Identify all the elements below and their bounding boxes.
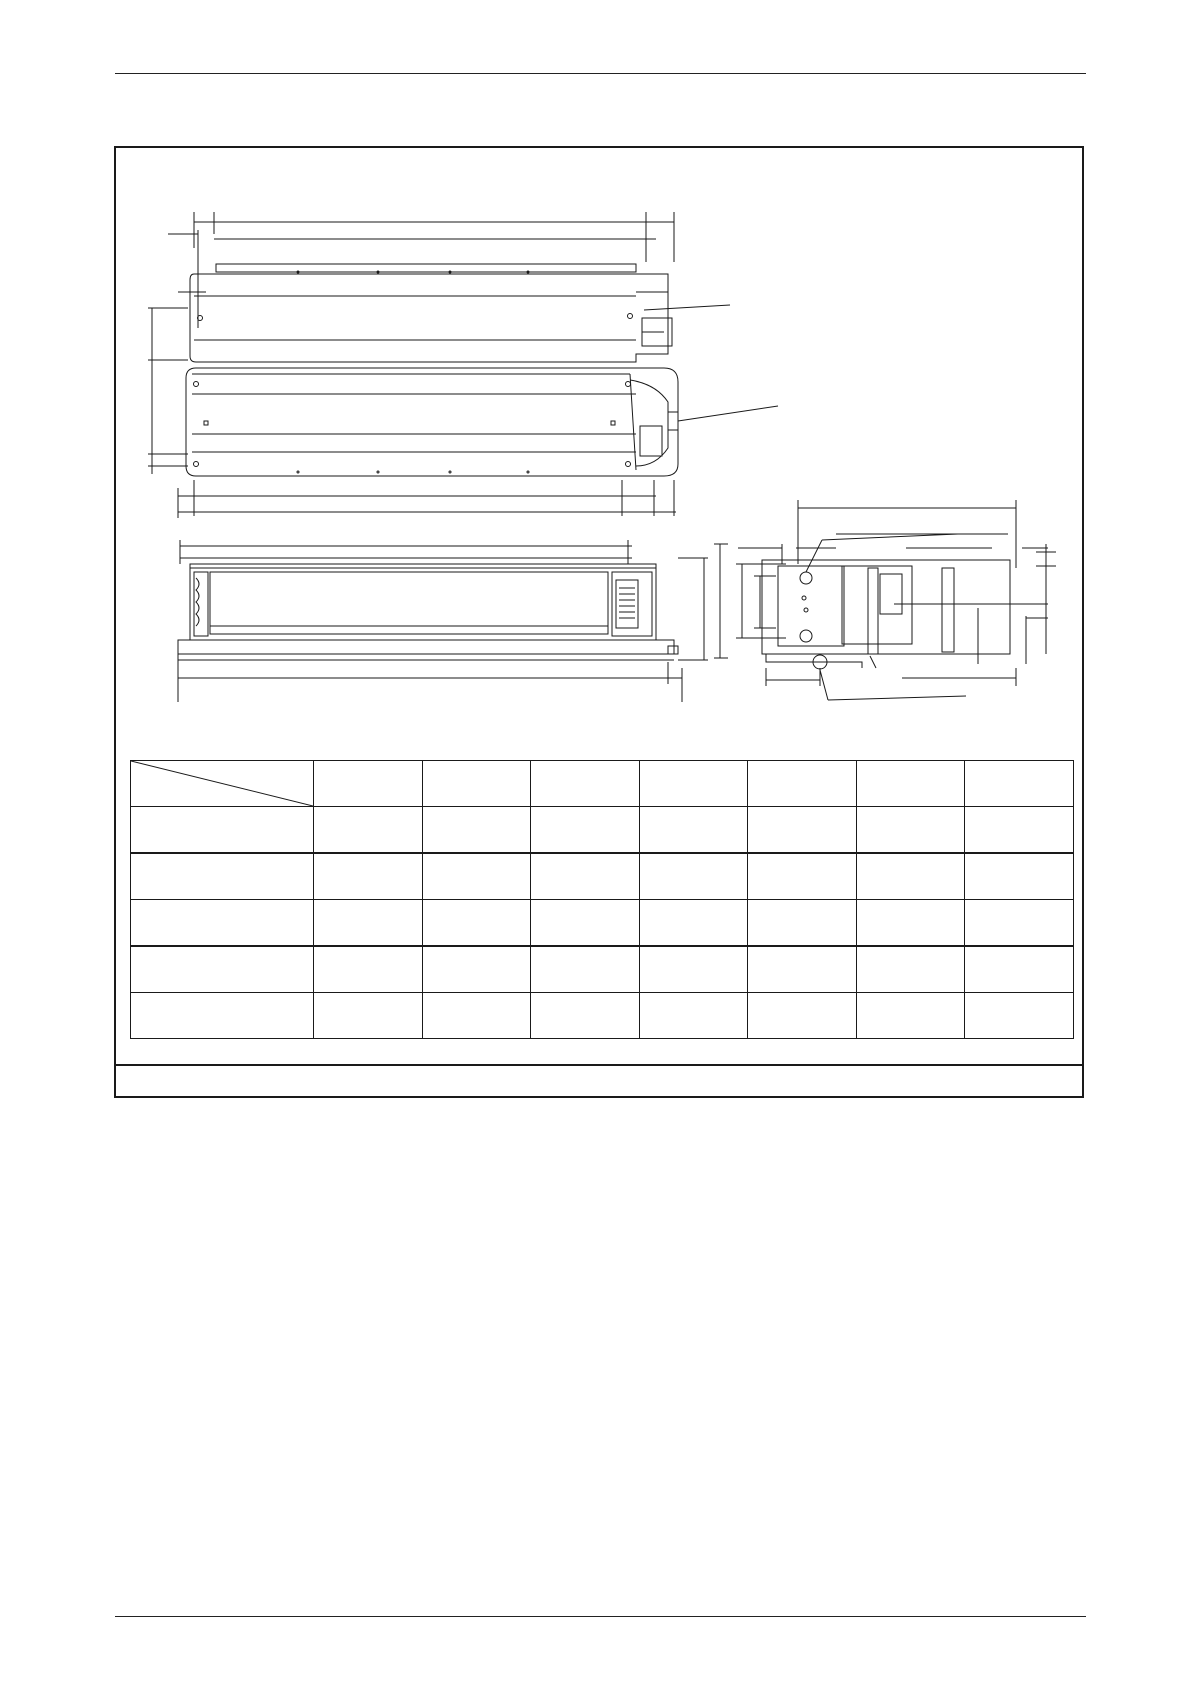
side-view	[714, 500, 1056, 700]
table-cell	[531, 900, 640, 947]
table-cell	[856, 807, 965, 854]
table-cell	[422, 900, 531, 947]
table-cell	[531, 807, 640, 854]
table-row	[131, 946, 1074, 993]
table-cell	[422, 853, 531, 900]
column-header	[422, 761, 531, 807]
table-cell	[422, 946, 531, 993]
table-cell	[748, 807, 857, 854]
table-cell	[422, 993, 531, 1039]
table-cell	[748, 853, 857, 900]
row-label	[131, 807, 314, 854]
figure-caption-divider	[116, 1064, 1082, 1066]
table-row	[131, 853, 1074, 900]
table-cell	[314, 993, 423, 1039]
row-label	[131, 853, 314, 900]
column-header	[314, 761, 423, 807]
table-cell	[531, 946, 640, 993]
table-cell	[314, 946, 423, 993]
table-cell	[965, 853, 1074, 900]
figure-frame	[114, 146, 1084, 1098]
table-cell	[856, 993, 965, 1039]
table-row	[131, 900, 1074, 947]
table-cell	[422, 807, 531, 854]
table-cell	[314, 853, 423, 900]
column-header	[856, 761, 965, 807]
column-header	[748, 761, 857, 807]
table-cell	[965, 807, 1074, 854]
header-rule	[115, 73, 1086, 74]
row-label	[131, 946, 314, 993]
table-cell	[965, 946, 1074, 993]
footer-rule	[115, 1616, 1086, 1617]
dimensions-table	[130, 760, 1074, 1039]
table-cell	[748, 993, 857, 1039]
table-cell	[639, 946, 748, 993]
table-cell	[965, 900, 1074, 947]
table-cell	[531, 993, 640, 1039]
table-corner-cell	[131, 761, 314, 807]
table-cell	[314, 807, 423, 854]
column-header	[531, 761, 640, 807]
table-row	[131, 807, 1074, 854]
table-cell	[856, 853, 965, 900]
front-view	[178, 540, 708, 702]
table-cell	[965, 993, 1074, 1039]
table-cell	[639, 993, 748, 1039]
table-cell	[856, 946, 965, 993]
column-header	[965, 761, 1074, 807]
row-label	[131, 993, 314, 1039]
table-cell	[748, 946, 857, 993]
table-header-row	[131, 761, 1074, 807]
table-cell	[639, 807, 748, 854]
table-cell	[639, 853, 748, 900]
table-cell	[748, 900, 857, 947]
column-header	[639, 761, 748, 807]
table-row	[131, 993, 1074, 1039]
table-cell	[639, 900, 748, 947]
table-cell	[856, 900, 965, 947]
row-label	[131, 900, 314, 947]
table-cell	[314, 900, 423, 947]
top-view	[148, 212, 778, 518]
table-cell	[531, 853, 640, 900]
